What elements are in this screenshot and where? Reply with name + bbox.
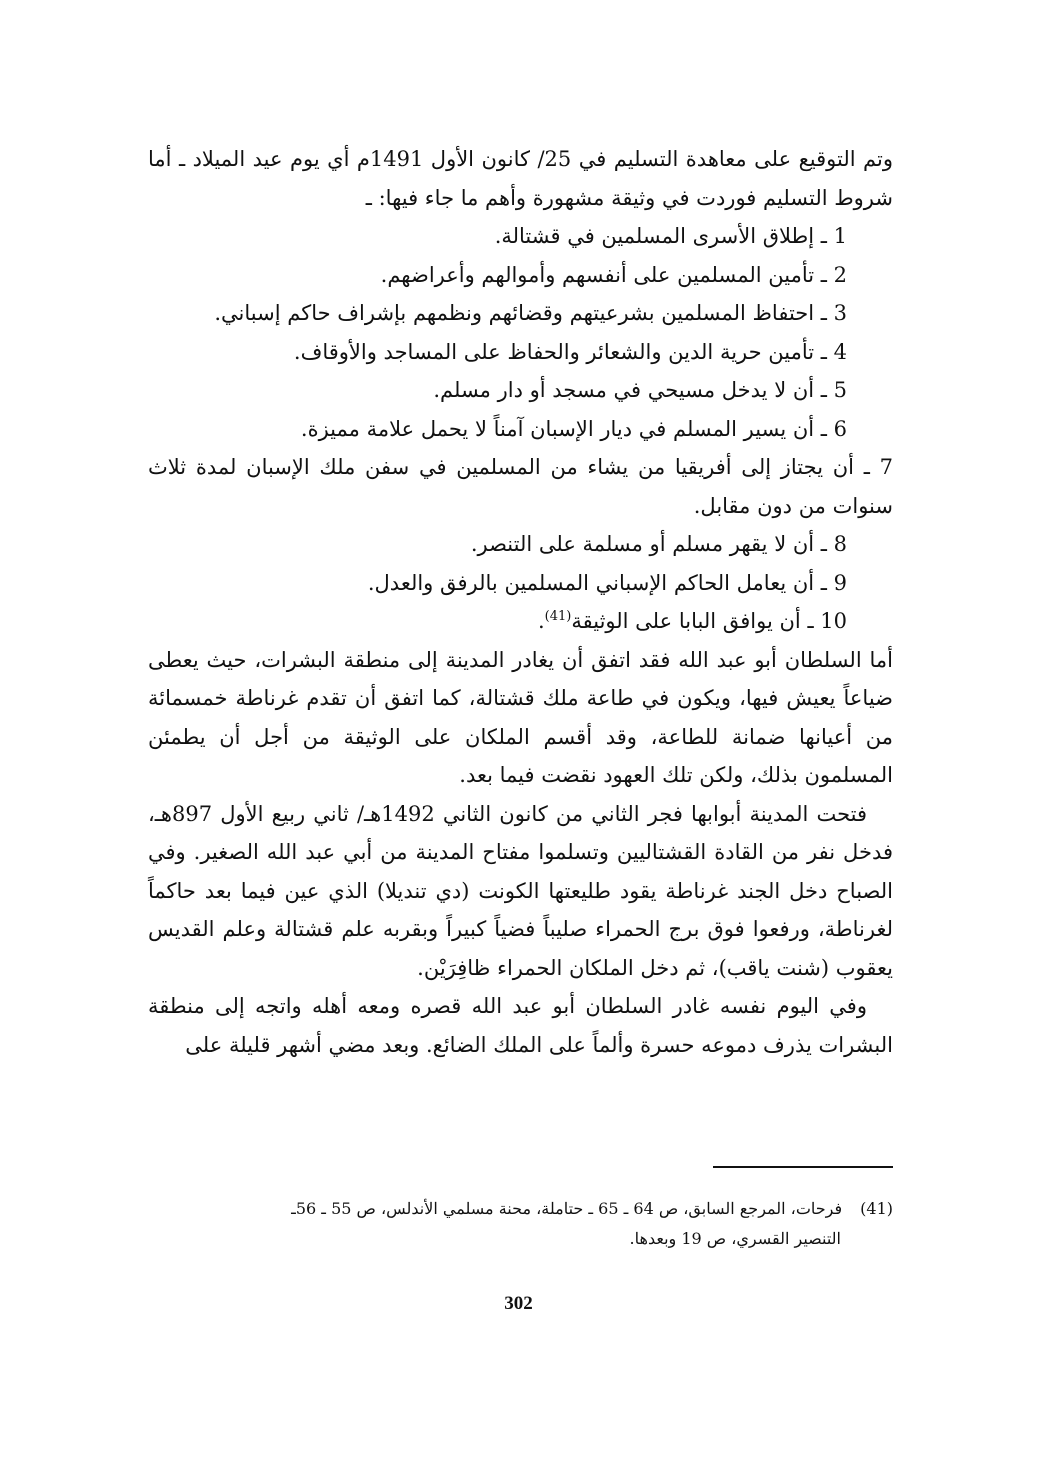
- item-number: 10 ـ: [807, 609, 847, 633]
- treaty-terms-list: [148, 217, 893, 641]
- item-number: 5 ـ: [820, 378, 847, 402]
- item-text: أن يعامل الحاكم الإسباني المسلمين بالرفق والعدل.: [367, 570, 815, 595]
- item-text: أن يجتاز إلى أفريقيا من يشاء من المسلمين في سفن ملك الإسبان لمدة ثلاث سنوات من دون مقابل.: [148, 455, 893, 518]
- footnote-line-1: فرحات، المرجع السابق، ص 64 ـ 65 ـ حتاملة، محنة مسلمي الأندلس، ص 55 ـ 56ـ: [291, 1199, 843, 1218]
- list-item: [148, 217, 893, 256]
- item-end-mark: .: [537, 609, 545, 633]
- footnote-reference: (41): [544, 609, 572, 624]
- item-text: تأمين حرية الدين والشعائر والحفاظ على المساجد والأوقاف.: [293, 339, 815, 364]
- item-number: 4 ـ: [820, 339, 847, 364]
- item-number: 1 ـ: [820, 224, 847, 248]
- list-item: [148, 525, 893, 564]
- item-text: أن يسير المسلم في ديار الإسبان آمناً لا يحمل علامة مميزة.: [300, 416, 815, 441]
- item-number: 7 ـ: [863, 455, 893, 479]
- footnote-divider: [713, 1166, 893, 1168]
- intro-paragraph: [148, 140, 893, 217]
- item-text: أن لا يدخل مسيحي في مسجد أو دار مسلم.: [433, 378, 815, 402]
- footnote-line-2: التنصير القسري، ص 19 وبعدها.: [629, 1229, 841, 1248]
- item-text: تأمين المسلمين على أنفسهم وأموالهم وأعراضهم.: [380, 262, 815, 287]
- item-text: إطلاق الأسرى المسلمين في قشتالة.: [494, 224, 815, 248]
- list-item: [148, 256, 893, 295]
- list-item: [148, 448, 893, 525]
- list-item: [148, 602, 893, 641]
- intro-line-2: شروط التسليم فوردت في وثيقة مشهورة وأهم ما جاء فيها: ـ: [365, 185, 893, 210]
- main-text: [148, 140, 893, 1064]
- list-item: [148, 333, 893, 372]
- item-number: 3 ـ: [820, 301, 847, 325]
- item-number: 6 ـ: [820, 416, 847, 441]
- list-item: [148, 564, 893, 603]
- intro-line-1: وتم التوقيع على معاهدة التسليم في 25/ كانون الأول 1491م أي يوم عيد الميلاد ـ أما: [148, 147, 893, 171]
- item-text: أن يوافق البابا على الوثيقة: [571, 609, 801, 633]
- footnote: [148, 1194, 893, 1254]
- list-item: [148, 410, 893, 449]
- paragraph-sultan: أما السلطان أبو عبد الله فقد اتفق أن يغادر المدينة إلى منطقة البشرات، حيث يعطى ضياعاً يعيش فيها، ويكون في طاعة ملك قشتالة، كما اتفق أن تقدم غرناطة خمسمائة من أعيانها ضمانة للطاعة، وقد أقسم الملكان على الوثيقة من أجل أن يطمئن المسلمون بذلك، ولكن تلك العهود نقضت فيما بعد.: [148, 647, 893, 787]
- paragraph-city-gates: فتحت المدينة أبوابها فجر الثاني من كانون الثاني 1492هـ/ ثاني ربيع الأول 897هـ، فدخل نفر من القادة القشتاليين وتسلموا مفتاح المدينة من أبي عبد الله الصغير. وفي الصباح دخل الجند غرناطة يقود طليعتها الكونت (دي تنديلا) الذي عين فيما بعد حاكماً لغرناطة، ورفعوا فوق برج الحمراء صليباً فضياً كبيراً وبقربه علم قشتالة وعلم القديس يعقوب (شنت ياقب)، ثم دخل الملكان الحمراء ظافِرَيْن.: [148, 801, 893, 980]
- item-number: 2 ـ: [820, 262, 847, 287]
- item-text: أن لا يقهر مسلم أو مسلمة على التنصر.: [470, 532, 815, 556]
- item-number: 9 ـ: [820, 570, 847, 595]
- footnote-number: (41): [860, 1199, 893, 1218]
- list-item: [148, 294, 893, 333]
- list-item: [148, 371, 893, 410]
- page-number: 302: [504, 1293, 533, 1314]
- item-text: احتفاظ المسلمين بشرعيتهم وقضائهم ونظمهم بإشراف حاكم إسباني.: [214, 301, 815, 325]
- item-number: 8 ـ: [820, 532, 847, 556]
- paragraph-same-day: وفي اليوم نفسه غادر السلطان أبو عبد الله قصره ومعه أهله واتجه إلى منطقة البشرات يذرف دموعه حسرة وألماً على الملك الضائع. وبعد مضي أشهر قليلة على: [148, 994, 893, 1057]
